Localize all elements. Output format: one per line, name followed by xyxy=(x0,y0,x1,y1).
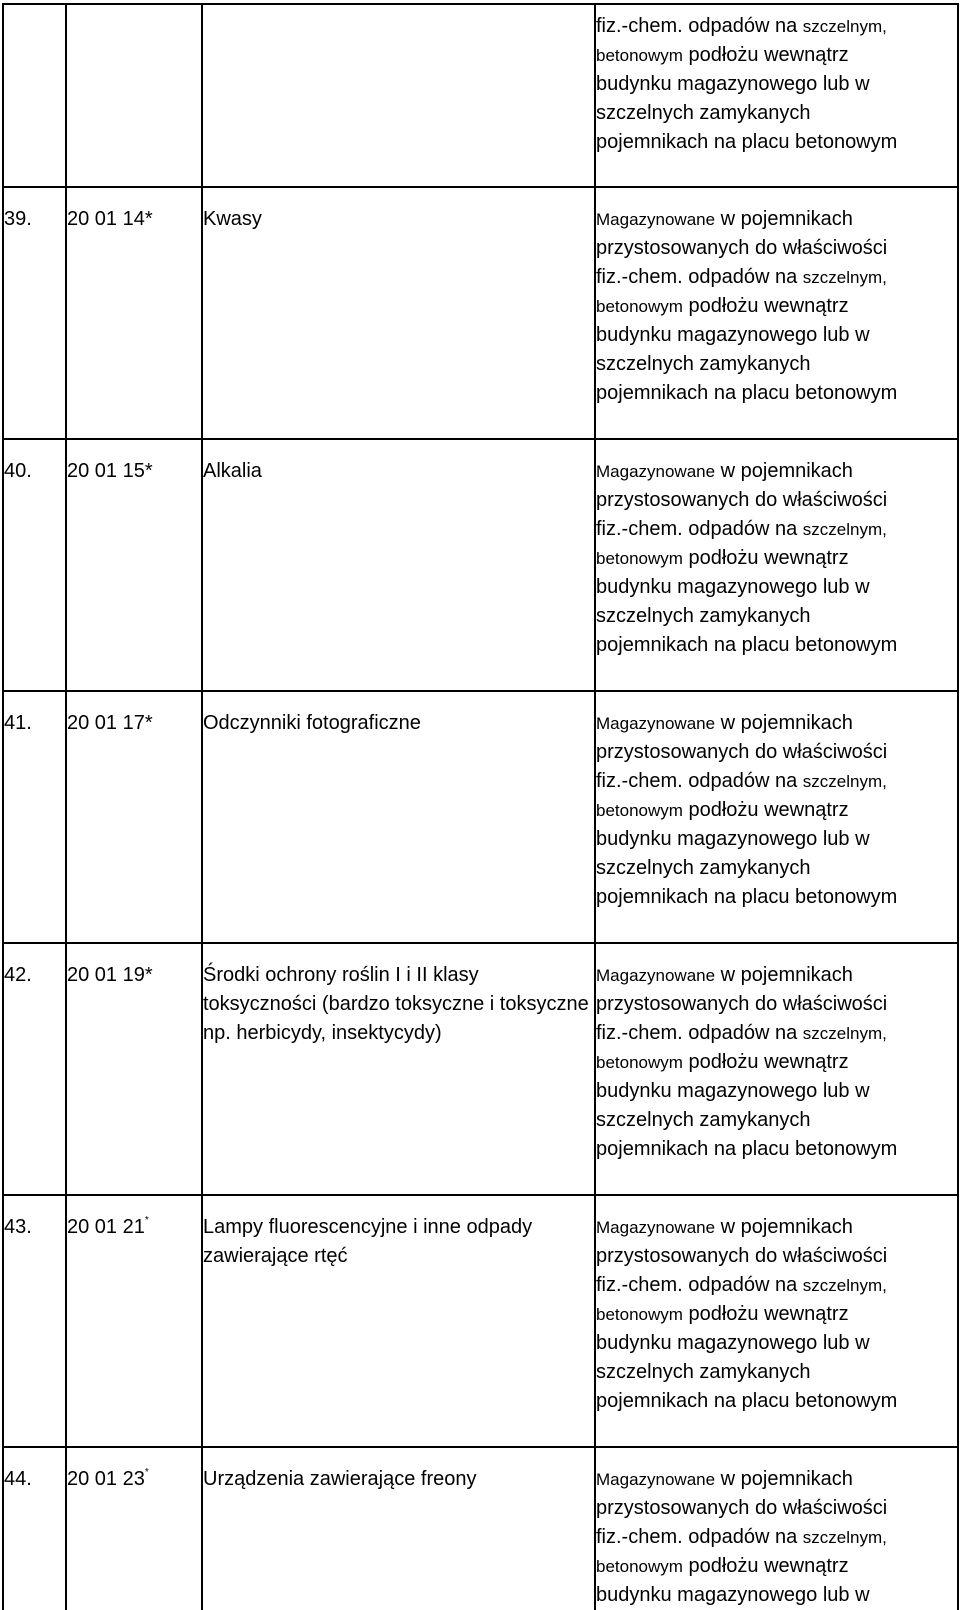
storage-text: budynku magazynowego lub w xyxy=(596,1584,870,1606)
waste-table xyxy=(2,3,959,1610)
storage-text: budynku magazynowego lub w xyxy=(596,576,870,598)
storage-line xyxy=(596,1048,957,1077)
storage-text: szczelnych zamykanych xyxy=(596,1109,811,1131)
storage-text: betonowym xyxy=(596,549,683,568)
storage-line xyxy=(596,41,957,70)
row-number: 44. xyxy=(3,1447,66,1610)
storage-text: szczelnych zamykanych xyxy=(596,857,811,879)
storage-text: budynku magazynowego lub w xyxy=(596,828,870,850)
storage-text: fiz.-chem. odpadów na xyxy=(596,1526,803,1548)
waste-code: 20 01 14* xyxy=(67,208,153,230)
storage-text: fiz.-chem. odpadów na xyxy=(596,1022,803,1044)
storage-text: fiz.-chem. odpadów na xyxy=(596,266,803,288)
waste-name: Kwasy xyxy=(202,187,595,439)
waste-code-cell xyxy=(66,1195,202,1447)
storage-method xyxy=(595,187,958,439)
storage-text: podłożu wewnątrz xyxy=(682,44,849,66)
waste-code-cell xyxy=(66,4,202,187)
table-row xyxy=(3,439,958,691)
waste-code: 20 01 17* xyxy=(67,712,153,734)
storage-text: podłożu wewnątrz xyxy=(682,1555,849,1577)
storage-text: fiz.-chem. odpadów na xyxy=(596,15,803,37)
storage-line xyxy=(596,961,957,990)
waste-code-cell xyxy=(66,439,202,691)
storage-text: szczelnym, xyxy=(802,772,887,791)
storage-line xyxy=(596,854,957,883)
storage-text: pojemnikach na placu betonowym xyxy=(596,1390,898,1412)
storage-line xyxy=(596,128,957,157)
storage-line xyxy=(596,1300,957,1329)
storage-line xyxy=(596,292,957,321)
waste-table-body xyxy=(3,4,958,1610)
storage-text: betonowym xyxy=(596,1053,683,1072)
storage-text: szczelnych zamykanych xyxy=(596,102,811,124)
storage-line xyxy=(596,1271,957,1300)
storage-line xyxy=(596,1106,957,1135)
storage-text: Magazynowane xyxy=(596,714,716,733)
storage-text: Magazynowane xyxy=(596,1218,716,1237)
storage-line xyxy=(596,544,957,573)
waste-name: Lampy fluorescencyjne i inne odpady zawierające rtęć xyxy=(202,1195,595,1447)
storage-text: budynku magazynowego lub w xyxy=(596,1332,870,1354)
storage-text: fiz.-chem. odpadów na xyxy=(596,770,803,792)
storage-method xyxy=(595,439,958,691)
storage-text: szczelnym, xyxy=(802,1024,887,1043)
row-number: 40. xyxy=(3,439,66,691)
row-number: 39. xyxy=(3,187,66,439)
table-row xyxy=(3,691,958,943)
storage-text: szczelnym, xyxy=(802,1528,887,1547)
storage-text: szczelnym, xyxy=(802,268,887,287)
storage-text: pojemnikach na placu betonowym xyxy=(596,382,898,404)
storage-text: w pojemnikach xyxy=(715,208,853,230)
waste-name: Odczynniki fotograficzne xyxy=(202,691,595,943)
storage-line xyxy=(596,573,957,602)
storage-text: betonowym xyxy=(596,297,683,316)
storage-line xyxy=(596,234,957,263)
waste-code-cell xyxy=(66,187,202,439)
storage-line xyxy=(596,99,957,128)
storage-line xyxy=(596,321,957,350)
storage-line xyxy=(596,205,957,234)
waste-name xyxy=(202,4,595,187)
storage-text: przystosowanych do właściwości xyxy=(596,1245,888,1267)
row-number: 42. xyxy=(3,943,66,1195)
storage-line xyxy=(596,767,957,796)
storage-line xyxy=(596,263,957,292)
table-row xyxy=(3,4,958,187)
storage-text: szczelnych zamykanych xyxy=(596,605,811,627)
storage-text: betonowym xyxy=(596,1557,683,1576)
storage-text: w pojemnikach xyxy=(715,1216,853,1238)
storage-line xyxy=(596,350,957,379)
storage-text: betonowym xyxy=(596,1305,683,1324)
storage-text: fiz.-chem. odpadów na xyxy=(596,518,803,540)
storage-text: w pojemnikach xyxy=(715,712,853,734)
storage-text: pojemnikach na placu betonowym xyxy=(596,131,898,153)
storage-text: szczelnym, xyxy=(802,17,887,36)
storage-text: w pojemnikach xyxy=(715,460,853,482)
storage-text: pojemnikach na placu betonowym xyxy=(596,886,898,908)
storage-line xyxy=(596,602,957,631)
storage-text: betonowym xyxy=(596,46,683,65)
waste-code: 20 01 21 xyxy=(67,1216,145,1238)
storage-text: podłożu wewnątrz xyxy=(682,1051,849,1073)
table-row xyxy=(3,943,958,1195)
storage-method xyxy=(595,4,958,187)
storage-line xyxy=(596,825,957,854)
storage-line xyxy=(596,457,957,486)
waste-code: 20 01 23 xyxy=(67,1468,145,1490)
storage-text: szczelnych zamykanych xyxy=(596,1361,811,1383)
storage-line xyxy=(596,883,957,912)
storage-text: przystosowanych do właściwości xyxy=(596,993,888,1015)
storage-method xyxy=(595,943,958,1195)
storage-line xyxy=(596,1523,957,1552)
storage-method xyxy=(595,1447,958,1610)
row-number: 43. xyxy=(3,1195,66,1447)
row-number: 41. xyxy=(3,691,66,943)
storage-line xyxy=(596,12,957,41)
storage-line xyxy=(596,1387,957,1416)
hazard-asterisk: * xyxy=(144,1467,149,1478)
storage-line xyxy=(596,1581,957,1610)
storage-text: w pojemnikach xyxy=(715,964,853,986)
storage-line xyxy=(596,1494,957,1523)
storage-line xyxy=(596,1358,957,1387)
storage-text: pojemnikach na placu betonowym xyxy=(596,1138,898,1160)
storage-line xyxy=(596,486,957,515)
hazard-asterisk: * xyxy=(144,1215,149,1226)
storage-text: podłożu wewnątrz xyxy=(682,1303,849,1325)
waste-code: 20 01 15* xyxy=(67,460,153,482)
waste-code-cell xyxy=(66,691,202,943)
storage-line xyxy=(596,1552,957,1581)
storage-line xyxy=(596,631,957,660)
storage-text: Magazynowane xyxy=(596,966,716,985)
row-number xyxy=(3,4,66,187)
storage-text: podłożu wewnątrz xyxy=(682,799,849,821)
storage-line xyxy=(596,990,957,1019)
storage-line xyxy=(596,1077,957,1106)
waste-name: Środki ochrony roślin I i II klasy toksyczności (bardzo toksyczne i toksyczne np. herbicydy, insektycydy) xyxy=(202,943,595,1195)
storage-text: budynku magazynowego lub w xyxy=(596,73,870,95)
table-row xyxy=(3,1447,958,1610)
storage-text: podłożu wewnątrz xyxy=(682,295,849,317)
storage-text: szczelnych zamykanych xyxy=(596,353,811,375)
waste-code-cell xyxy=(66,943,202,1195)
storage-text: Magazynowane xyxy=(596,210,716,229)
storage-line xyxy=(596,1465,957,1494)
storage-text: przystosowanych do właściwości xyxy=(596,1497,888,1519)
storage-text: pojemnikach na placu betonowym xyxy=(596,634,898,656)
storage-text: Magazynowane xyxy=(596,1470,716,1489)
storage-method xyxy=(595,691,958,943)
storage-text: szczelnym, xyxy=(802,1276,887,1295)
storage-line xyxy=(596,709,957,738)
storage-line xyxy=(596,1135,957,1164)
storage-text: podłożu wewnątrz xyxy=(682,547,849,569)
storage-line xyxy=(596,738,957,767)
storage-method xyxy=(595,1195,958,1447)
table-row xyxy=(3,187,958,439)
waste-name: Alkalia xyxy=(202,439,595,691)
waste-name: Urządzenia zawierające freony xyxy=(202,1447,595,1610)
storage-text: betonowym xyxy=(596,801,683,820)
storage-text: przystosowanych do właściwości xyxy=(596,489,888,511)
waste-code-cell xyxy=(66,1447,202,1610)
storage-text: fiz.-chem. odpadów na xyxy=(596,1274,803,1296)
storage-text: w pojemnikach xyxy=(715,1468,853,1490)
storage-line xyxy=(596,1213,957,1242)
storage-line xyxy=(596,70,957,99)
storage-text: Magazynowane xyxy=(596,462,716,481)
storage-line xyxy=(596,379,957,408)
storage-line xyxy=(596,796,957,825)
storage-line xyxy=(596,1242,957,1271)
storage-line xyxy=(596,515,957,544)
storage-text: przystosowanych do właściwości xyxy=(596,741,888,763)
storage-text: budynku magazynowego lub w xyxy=(596,1080,870,1102)
storage-line xyxy=(596,1019,957,1048)
storage-text: budynku magazynowego lub w xyxy=(596,324,870,346)
waste-code: 20 01 19* xyxy=(67,964,153,986)
table-row xyxy=(3,1195,958,1447)
storage-text: szczelnym, xyxy=(802,520,887,539)
storage-text: przystosowanych do właściwości xyxy=(596,237,888,259)
storage-line xyxy=(596,1329,957,1358)
